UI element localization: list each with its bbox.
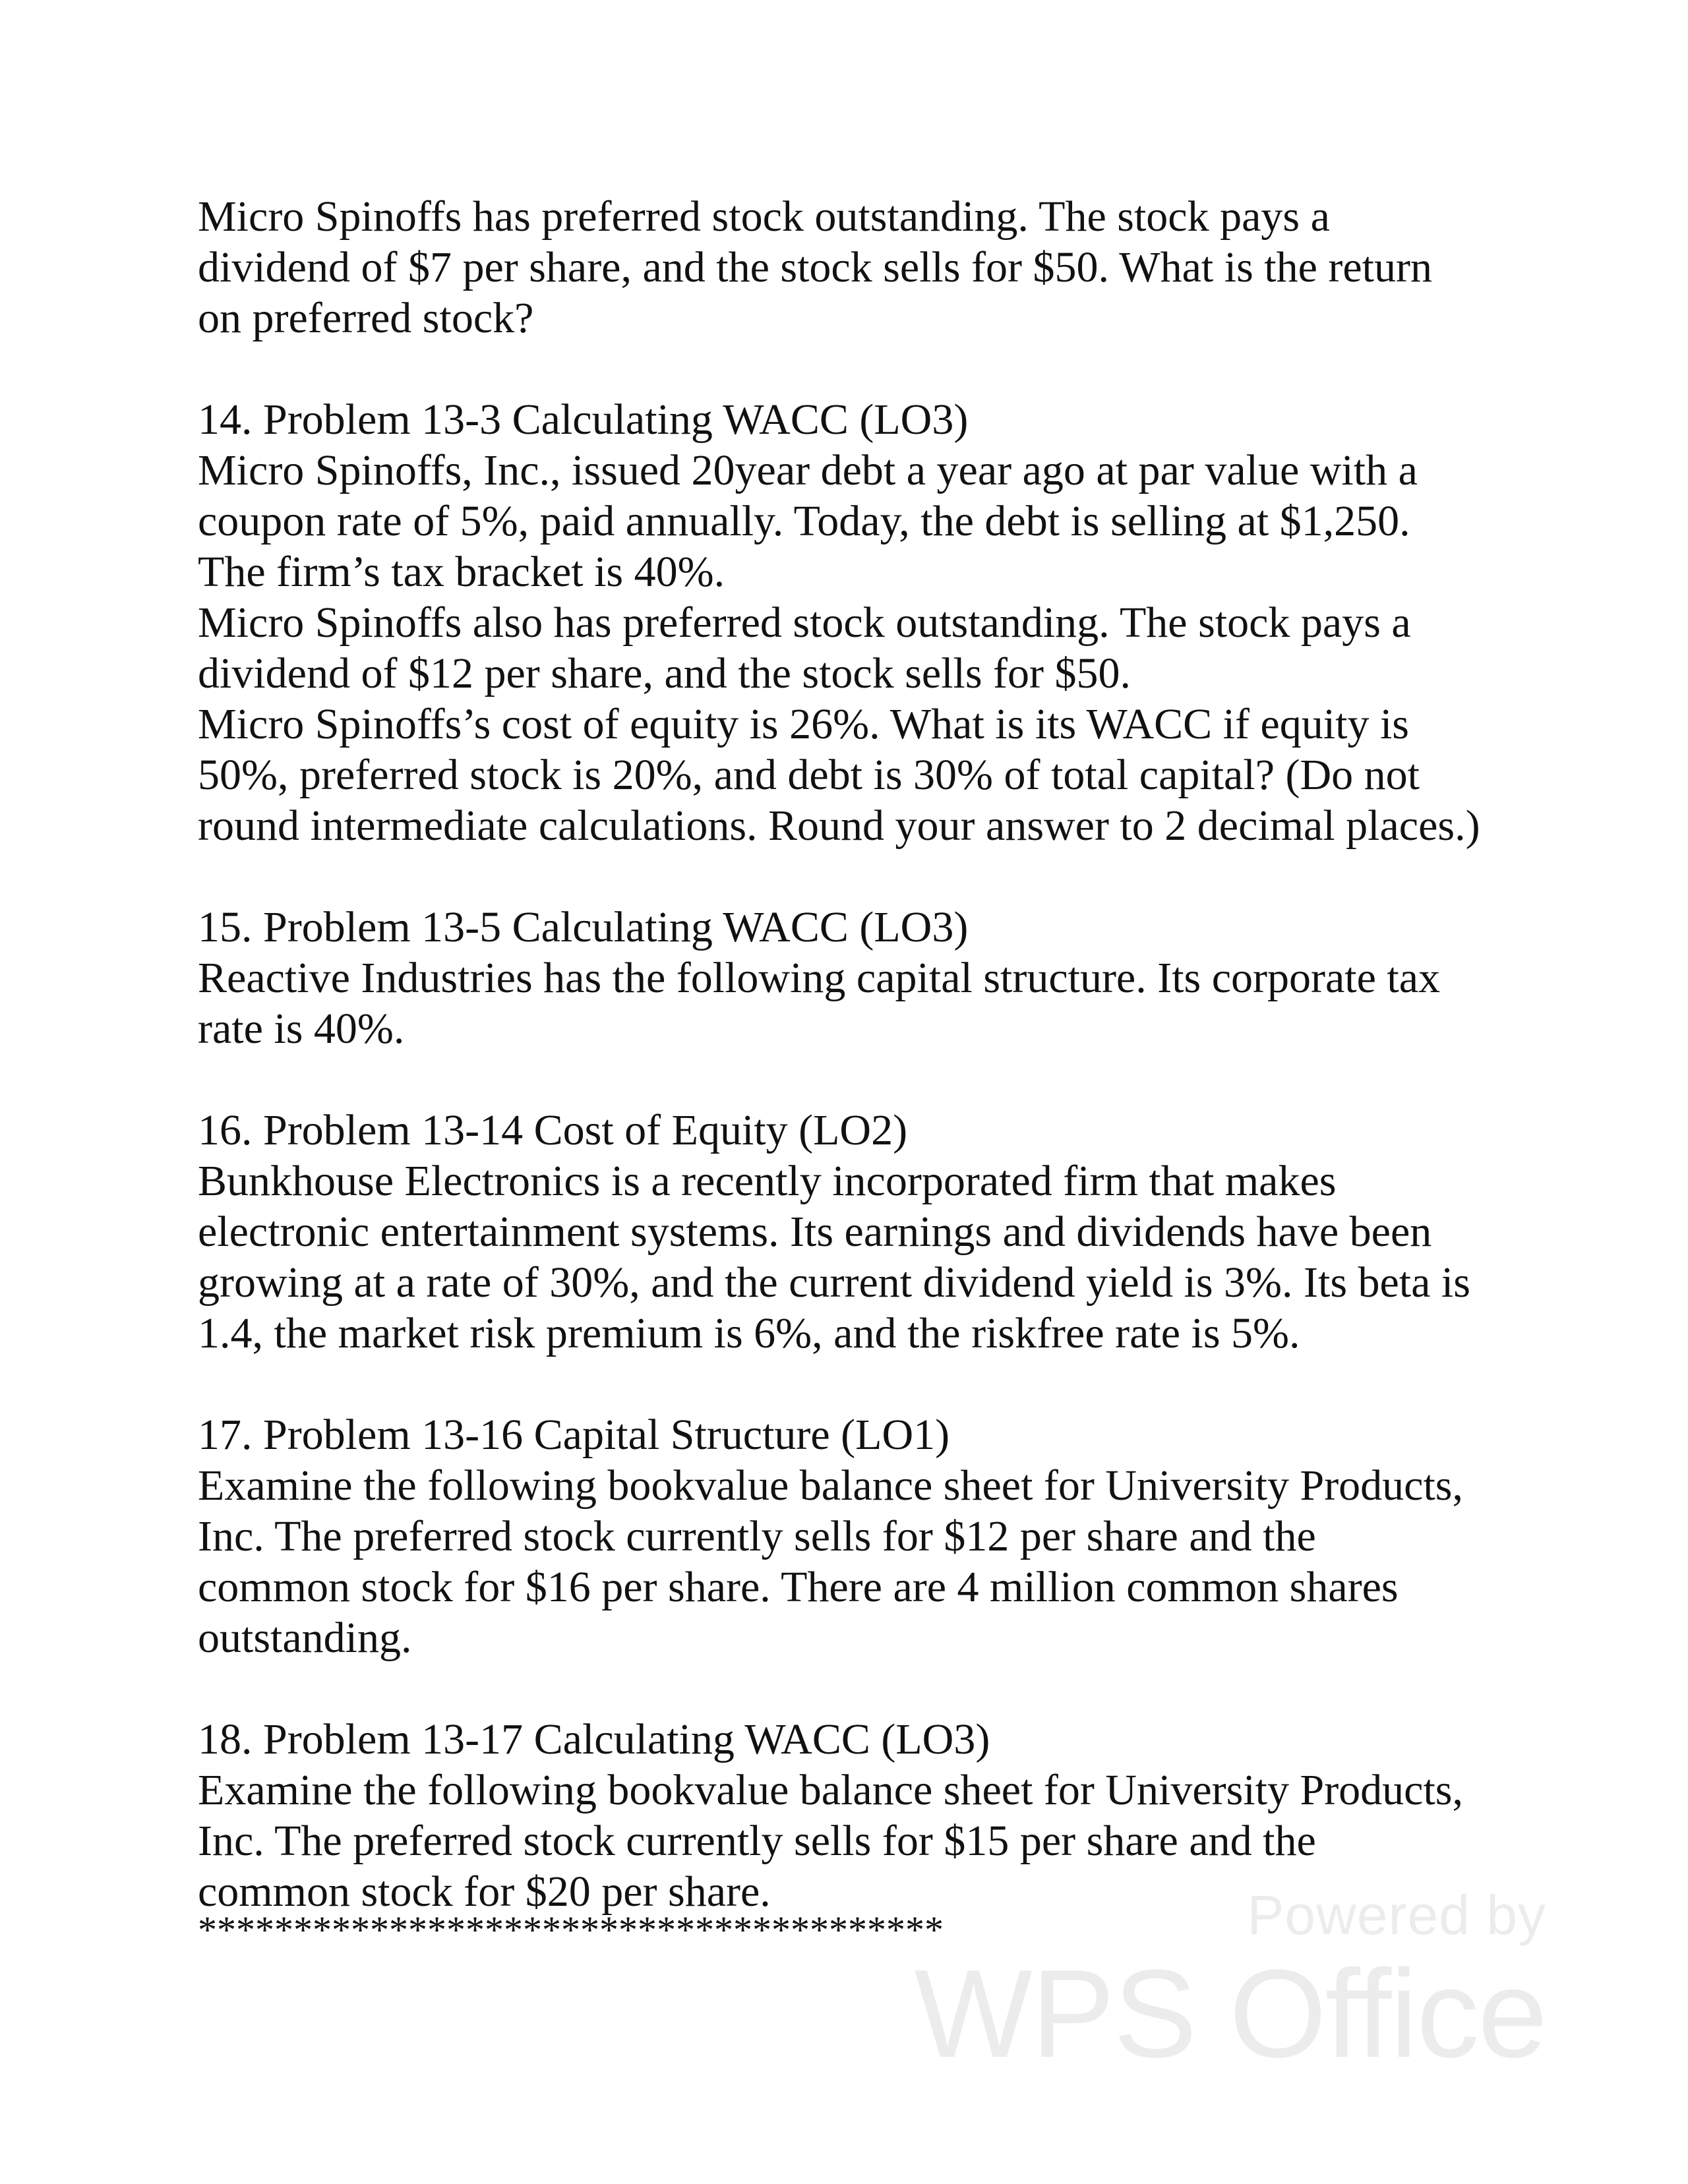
text-line: on preferred stock? xyxy=(198,294,534,342)
text-line: Micro Spinoffs also has preferred stock outstanding. The stock pays a xyxy=(198,599,1411,647)
text-line: dividend of $7 per share, and the stock sells for $50. What is the return xyxy=(198,243,1432,291)
problem-17 xyxy=(198,1409,1530,1663)
problem-15 xyxy=(198,902,1530,1054)
text-line: coupon rate of 5%, paid annually. Today, the debt is selling at $1,250. xyxy=(198,497,1410,545)
document-body xyxy=(198,191,1530,1951)
text-line: Micro Spinoffs, Inc., issued 20year debt a year ago at par value with a xyxy=(198,446,1418,494)
text-line: growing at a rate of 30%, and the current dividend yield is 3%. Its beta is xyxy=(198,1258,1470,1307)
text-line: Examine the following bookvalue balance sheet for University Products, xyxy=(198,1461,1463,1510)
text-line: common stock for $16 per share. There are 4 million common shares xyxy=(198,1563,1399,1611)
text-line: rate is 40%. xyxy=(198,1005,405,1053)
text-line: The firm’s tax bracket is 40%. xyxy=(198,548,725,596)
text-line: Micro Spinoffs’s cost of equity is 26%. What is its WACC if equity is xyxy=(198,700,1409,748)
wps-watermark xyxy=(887,1885,1546,2083)
problem-heading: 17. Problem 13-16 Capital Structure (LO1) xyxy=(198,1411,950,1459)
problem-heading: 14. Problem 13-3 Calculating WACC (LO3) xyxy=(198,396,969,444)
asterisk-separator: *************************************** xyxy=(198,1908,944,1951)
text-line: 1.4, the market risk premium is 6%, and the riskfree rate is 5%. xyxy=(198,1309,1300,1357)
wps-office-logo xyxy=(914,1944,1546,2084)
problem-16 xyxy=(198,1105,1530,1359)
text-line: electronic entertainment systems. Its earnings and dividends have been xyxy=(198,1208,1432,1256)
text-line: Examine the following bookvalue balance sheet for University Products, xyxy=(198,1766,1463,1814)
brand-text: WPS Office xyxy=(914,1944,1546,2084)
text-line: common stock for $20 per share. xyxy=(198,1868,771,1916)
text-line: dividend of $12 per share, and the stock sells for $50. xyxy=(198,649,1131,697)
intro-paragraph xyxy=(198,191,1530,343)
powered-by-text: Powered by xyxy=(1247,1884,1546,1946)
text-line: Micro Spinoffs has preferred stock outstanding. The stock pays a xyxy=(198,192,1330,241)
problem-14 xyxy=(198,394,1530,851)
text-line: Reactive Industries has the following capital structure. Its corporate tax xyxy=(198,954,1441,1002)
problem-heading: 15. Problem 13-5 Calculating WACC (LO3) xyxy=(198,903,969,951)
text-line: Inc. The preferred stock currently sells for $12 per share and the xyxy=(198,1512,1316,1560)
text-line: outstanding. xyxy=(198,1614,412,1662)
problem-heading: 18. Problem 13-17 Calculating WACC (LO3) xyxy=(198,1715,990,1763)
text-line: Bunkhouse Electronics is a recently incorporated firm that makes xyxy=(198,1157,1337,1205)
text-line: Inc. The preferred stock currently sells for $15 per share and the xyxy=(198,1817,1316,1865)
text-line: 50%, preferred stock is 20%, and debt is 30% of total capital? (Do not xyxy=(198,751,1420,799)
problem-heading: 16. Problem 13-14 Cost of Equity (LO2) xyxy=(198,1106,908,1154)
text-line: round intermediate calculations. Round your answer to 2 decimal places.) xyxy=(198,802,1480,850)
